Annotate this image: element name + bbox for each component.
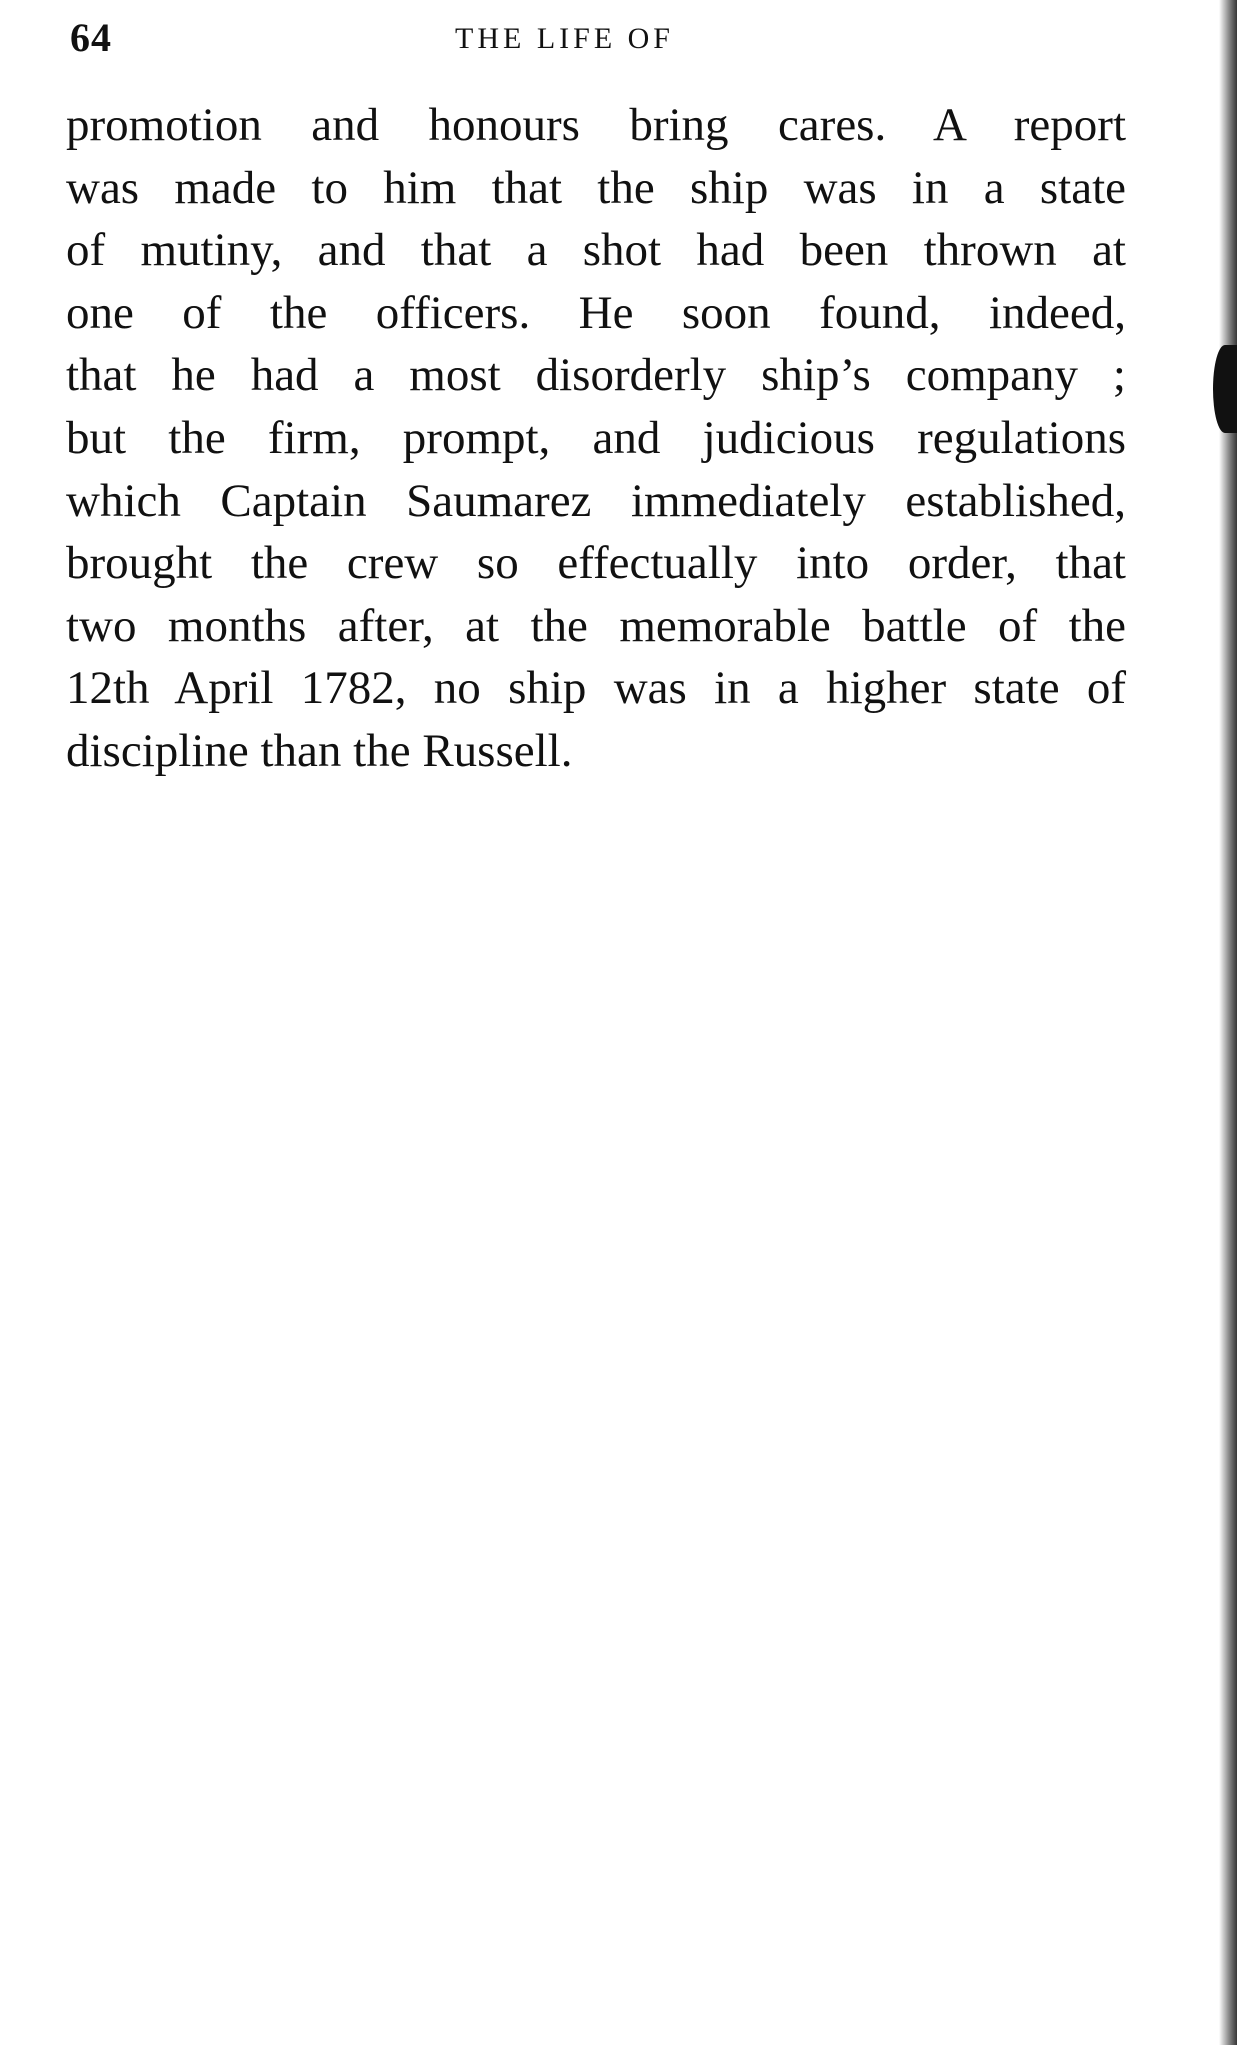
text-line: of mutiny, and that a shot had been thrown at	[66, 224, 1126, 277]
text-line: promotion and honours bring cares. A report	[66, 99, 1126, 151]
running-title: THE LIFE OF	[455, 22, 674, 55]
text-line: brought the crew so effectually into order, that	[66, 537, 1126, 590]
text-line: which Captain Saumarez immediately established,	[66, 474, 1126, 527]
running-head	[70, 14, 1120, 74]
text-line: was made to him that the ship was in a state	[66, 161, 1126, 214]
gutter-ink-blot	[1213, 345, 1237, 433]
text-line: discipline than the Russell.	[66, 724, 573, 777]
text-line: 12th April 1782, no ship was in a higher state of	[66, 662, 1126, 715]
text-line: one of the officers. He soon found, indeed,	[66, 286, 1126, 339]
text-line: but the firm, prompt, and judicious regulations	[66, 411, 1126, 464]
text-line: two months after, at the memorable battle of the	[66, 599, 1126, 652]
page-number: 64	[70, 15, 112, 60]
text-line: that he had a most disorderly ship’s company ;	[66, 349, 1126, 402]
body-text	[66, 94, 1126, 783]
page-gutter-shadow	[1219, 0, 1237, 2045]
